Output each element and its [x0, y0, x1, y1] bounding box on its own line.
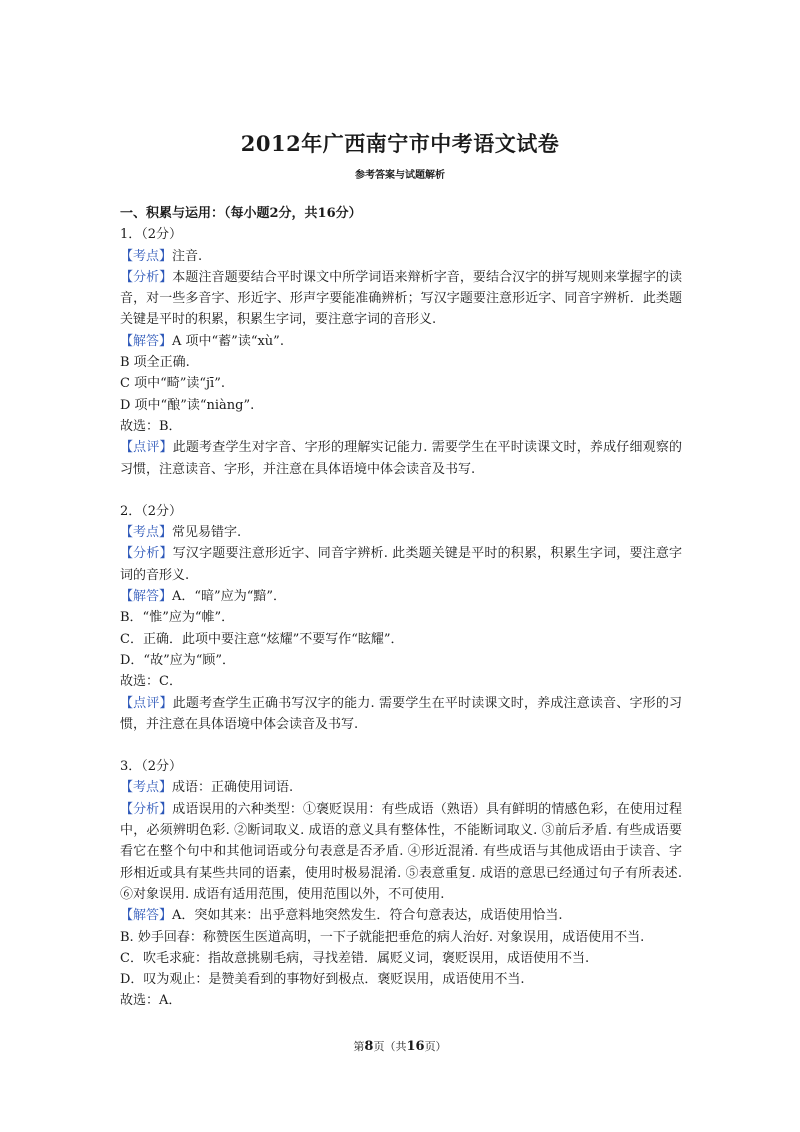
- jieda-line: B．“惟”应为“帷”．: [120, 610, 235, 626]
- jieda-line: [120, 331, 682, 352]
- answer-choice: 故选：A．: [120, 993, 182, 1009]
- page-number: 8: [364, 1039, 374, 1054]
- jieda-line: [120, 905, 682, 926]
- jieda-text: A．突如其来：出乎意料地突然发生．符合句意表达，成语使用恰当.: [172, 908, 563, 924]
- jieda-line: C．吹毛求疵：指故意挑剔毛病，寻找差错．属贬义词，褒贬误用，成语使用不当.: [120, 950, 590, 966]
- dianping-tag: 【点评】: [120, 695, 173, 711]
- question-block-2: [120, 501, 682, 735]
- fenxi-paragraph: [120, 799, 682, 905]
- question-number: 3．（2分）: [120, 759, 183, 775]
- kaodian-text: 常见易错字.: [172, 525, 242, 541]
- spacer: [120, 480, 682, 501]
- jieda-line: C．正确．此项中要注意“炫耀”不要写作“眩耀”．: [120, 631, 404, 647]
- spacer: [120, 735, 682, 756]
- kaodian-text: 成语：正确使用词语.: [172, 780, 294, 796]
- dianping-text: 此题考查学生对字音、字形的理解实记能力. 需要学生在平时读课文时，养成仔细观察的习惯，注意读音、字形，并注意在具体语境中体会读音及书写.: [120, 440, 682, 477]
- question-block-3: [120, 756, 682, 1012]
- jieda-text: A 项中“蓄”读“xù”.: [172, 333, 284, 349]
- jieda-line: B. 妙手回春：称赞医生医道高明，一下子就能把垂危的病人治好. 对象误用，成语使用不当.: [120, 929, 645, 945]
- answer-choice: 故选：C．: [120, 674, 182, 690]
- dianping-text: 此题考查学生正确书写汉字的能力. 需要学生在平时读课文时，养成注意读音、字形的习惯，并注意在具体语境中体会读音及书写.: [120, 695, 682, 732]
- page-footer: [0, 1038, 800, 1054]
- kaodian-line: [120, 777, 682, 798]
- fenxi-tag: 【分析】: [120, 269, 173, 285]
- section-heading: 一、积累与运用：（每小题2分，共16分）: [120, 206, 362, 221]
- jieda-line: D．“故”应为“顾”．: [120, 652, 236, 668]
- question-block-1: [120, 224, 682, 480]
- jieda-line: C 项中“畸”读“jī”.: [120, 376, 225, 392]
- jieda-line: [120, 586, 682, 607]
- fenxi-tag: 【分析】: [120, 801, 173, 817]
- kaodian-line: [120, 522, 682, 543]
- fenxi-paragraph: [120, 543, 682, 586]
- jieda-line: D 项中“酿”读“niàng”.: [120, 397, 255, 413]
- fenxi-tag: 【分析】: [120, 546, 173, 562]
- page-prefix: 第: [353, 1040, 365, 1053]
- fenxi-paragraph: [120, 267, 682, 331]
- jieda-tag: 【解答】: [120, 908, 173, 924]
- kaodian-tag: 【考点】: [120, 780, 173, 796]
- kaodian-tag: 【考点】: [120, 525, 173, 541]
- answer-choice: 故选：B．: [120, 418, 182, 434]
- dianping-paragraph: [120, 437, 682, 480]
- jieda-text: A．“暗”应为“黯”．: [172, 589, 286, 605]
- jieda-tag: 【解答】: [120, 589, 173, 605]
- kaodian-text: 注音.: [172, 248, 203, 264]
- fenxi-text: 成语误用的六种类型：①褒贬误用：有些成语（熟语）具有鲜明的情感色彩，在使用过程中，必须辨明色彩. ②断词取义. 成语的意义具有整体性，不能断词取义. ③前后矛盾. 有些成语要看它在整个句中和其他词语或分句表意是否矛盾. ④形近混淆. 有些成语与其他成语由于读音、字形相近或具有某些共同的语素，使用时极易混淆. ⑤表意重复. 成语的意思已经通过句子有所表述. ⑥对象误用. 成语有适用范围，使用范围以外，不可使用.: [120, 801, 682, 902]
- kaodian-tag: 【考点】: [120, 248, 173, 264]
- kaodian-line: [120, 246, 682, 267]
- page-subtitle: 参考答案与试题解析: [355, 170, 445, 181]
- dianping-paragraph: [120, 693, 682, 736]
- answer-content: [120, 203, 682, 1012]
- jieda-line: D．叹为观止：是赞美看到的事物好到极点．褒贬误用，成语使用不当.: [120, 972, 525, 988]
- question-number: 2．（2分）: [120, 503, 183, 519]
- fenxi-text: 本题注音题要结合平时课文中所学词语来辩析字音，要结合汉字的拼写规则来掌握字的读音，对一些多音字、形近字、形声字要能准确辨析；写汉字题要注意形近字、同音字辨析．此类题关键是平时的积累，积累生字词，要注意字词的音形义.: [120, 269, 682, 328]
- question-number: 1．（2分）: [120, 227, 183, 243]
- jieda-tag: 【解答】: [120, 333, 173, 349]
- page-total: 16: [406, 1039, 425, 1054]
- jieda-line: B 项全正确.: [120, 355, 190, 371]
- fenxi-text: 写汉字题要注意形近字、同音字辨析. 此类题关键是平时的积累，积累生字词，要注意字词的音形义.: [120, 546, 682, 583]
- dianping-tag: 【点评】: [120, 440, 173, 456]
- page-suffix: 页）: [424, 1040, 447, 1053]
- page-mid: 页（共: [373, 1040, 407, 1053]
- page-title: 2012年广西南宁市中考语文试卷: [240, 131, 560, 156]
